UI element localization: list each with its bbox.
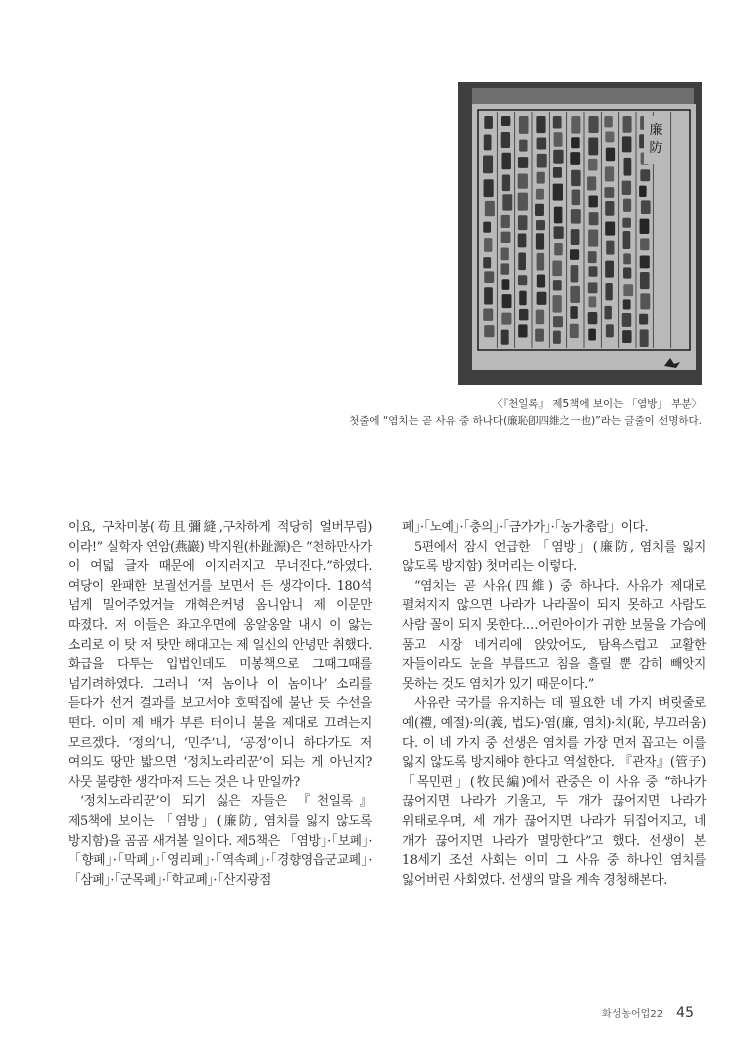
right-paragraph-4: 사유란 국가를 유지하는 데 필요한 네 가지 벼릿줄로 예(禮, 예절)·의(義, 법도)·염(廉, 염치)·치(恥, 부끄러움)다. 이 네 가지 중 선생은 염치를 가장 먼저 꼽고는 이를 잃지 않도록 방지해야 한다고 역설한다. 『관자』(管子) 「목민편」(牧民編)에서 관중은 이 사유 중 “하나가 끊어지면 나라가 기울고, 두 개가 끊어지면 나라가 위태로우며, 세 개가 끊어지면 나라가 뒤집어지고, 네 개가 끊어지면 나라가 멸망한다”고 했다. 선생이 본 18세기 조선 사회는 이미 그 사유 중 하나인 염치를 잃어버린 사회였다. 선생의 말을 계속 경청해본다. — [402, 696, 706, 888]
left-column — [68, 518, 372, 890]
right-paragraph-2: 5편에서 잠시 언급한 「염방」(廉防, 염치를 잃지 않도록 방지함) 첫머리는 이렇다. — [402, 539, 706, 575]
manuscript-photo — [458, 82, 702, 385]
right-paragraph-3: “염치는 곧 사유(四維) 중 하나다. 사유가 제대로 펼쳐지지 않으면 나라가 나라꼴이 되지 못하고 사람도 사람 꼴이 되지 못한다.…어린아이가 귀한 보물을 가슴에 품고 시장 네거리에 앉았어도, 탐욕스럽고 교활한 자들이라도 눈을 부릅뜨고 침을 흘릴 뿐 감히 빼앗지 못하는 것도 염치가 있기 때문이다.” — [402, 578, 706, 692]
left-paragraph-2: ‘정치노라리꾼’이 되기 싫은 자들은 『천일록』 제5책에 보이는 「염방」(廉防, 염치를 잃지 않도록 방지함)을 곰곰 새겨볼 일이다. 제5책은 「염방」·「보폐」·「향폐」·「막폐」·「영리폐」·「역속폐」·「경향영읍군교폐」·「삼폐」·「군목폐」·「학교폐」·「산지광점 — [68, 794, 372, 888]
page-footer — [602, 1002, 694, 1021]
magazine-name: 화성농어업22 — [602, 1009, 664, 1020]
manuscript-image — [458, 82, 702, 385]
caption-line-2: 첫줄에 “염치는 곧 사유 중 하나다(廉恥卽四維之一也)”라는 글줄이 선명하다. — [349, 415, 702, 427]
right-column — [402, 518, 706, 890]
page-number: 45 — [676, 1005, 694, 1021]
right-paragraph-1: 폐」·「노예」·「충의」·「금가가」·「농가총람」이다. — [402, 520, 649, 535]
figure-caption — [282, 396, 702, 430]
svg-text:防: 防 — [649, 141, 663, 156]
svg-text:廉: 廉 — [649, 123, 663, 138]
left-paragraph-1: 이요, 구차미봉(苟且彌縫,구차하게 적당히 얼버무림)이라!” 실학자 연암(燕巖) 박지원(朴趾源)은 “천하만사가 이 여덟 글자 때문에 이지러지고 무너진다.”하였다. 여당이 완패한 보궐선거를 보면서 든 생각이다. 180석 넘게 밀어주었거늘 개혁은커녕 옴니암니 제 이문만 따졌다. 저 이들은 좌고우면에 옹알옹알 내시 이 앓는 소리로 이 탓 저 탓만 해대고는 제 일신의 안녕만 취했다. 화급을 다투는 입법인데도 미봉책으로 그때그때를 넘기려하였다. 그러니 ‘저 놈이나 이 놈이나’ 소리를 듣다가 선거 결과를 보고서야 호떡집에 불난 듯 수선을 떤다. 이미 제 배가 부른 터이니 불을 제대로 끄려는지 모르겠다. ‘정의’니, ‘민주’니, ‘공정’이니 하다가도 저 여의도 땅만 밟으면 ‘정치노라리꾼’이 되는 게 아닌지? 사뭇 불량한 생각마저 드는 것은 나 만일까? — [68, 520, 372, 790]
caption-line-1: 〈『천일록』 제5책에 보이는 「염방」 부분〉 — [492, 398, 702, 410]
